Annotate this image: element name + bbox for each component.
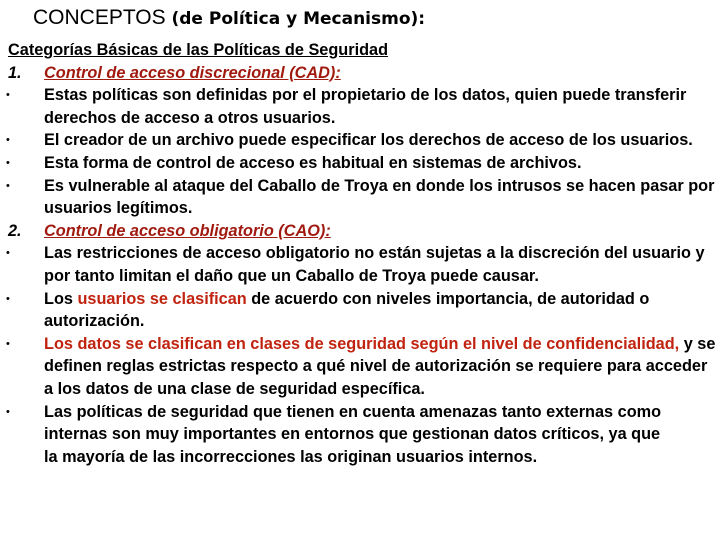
bullet-icon: • — [6, 134, 10, 147]
bullet-text-post: de acuerdo con niveles importancia, de autoridad o autorización. — [44, 289, 650, 331]
list-item — [8, 401, 720, 469]
bullet-text — [44, 290, 649, 331]
bullet-text-line: Las políticas de seguridad que tienen en cuenta amenazas tanto externas como — [44, 402, 662, 421]
highlight-text: usuarios se clasifican — [77, 289, 247, 308]
bullet-icon: • — [6, 405, 10, 418]
section-1-title-row — [8, 62, 720, 85]
list-item — [8, 288, 720, 333]
bullet-text-post: y se definen reglas estrictas respecto a qué nivel de autorización se requiere para acceder a los datos de una clase de seguridad específica. — [44, 334, 716, 398]
bullet-icon: • — [6, 337, 10, 350]
list-item — [8, 129, 720, 152]
title-main: CONCEPTOS — [33, 6, 166, 29]
bullet-text-line: la mayoría de las incorrecciones las originan usuarios internos. — [44, 447, 538, 466]
section-1-number: 1. — [8, 63, 22, 82]
section-heading: Categorías Básicas de las Políticas de Seguridad — [8, 41, 389, 59]
list-item — [8, 175, 720, 220]
bullet-text: Las restricciones de acceso obligatorio no están sujetas a la discreción del usuario y por tanto limitan el daño que un Caballo de Troya puede causar. — [44, 244, 705, 285]
bullet-icon: • — [6, 179, 10, 192]
bullet-text — [44, 335, 715, 398]
section-2-title-row — [8, 220, 720, 243]
list-item — [8, 152, 720, 175]
section-2-title: Control de acceso obligatorio (CAO): — [44, 221, 331, 240]
list-item — [8, 84, 720, 129]
bullet-icon: • — [6, 292, 10, 305]
bullet-text-line: internas son muy importantes en entornos que gestionan datos críticos, ya que — [44, 425, 661, 444]
bullet-text: El creador de un archivo puede especificar los derechos de acceso de los usuarios. — [44, 131, 693, 150]
title-sub: (de Política y Mecanismo): — [171, 9, 426, 29]
bullet-text: Es vulnerable al ataque del Caballo de Troya en donde los intrusos se hacen pasar por usuarios legítimos. — [44, 176, 715, 218]
bullet-icon: • — [6, 89, 10, 102]
bullet-text-pre: Los — [44, 289, 78, 308]
bullet-text: Estas políticas son definidas por el propietario de los datos, quien puede transferir derechos de acceso a otros usuarios. — [44, 86, 687, 127]
list-item — [8, 333, 720, 401]
bullet-icon: • — [6, 247, 10, 260]
content-body — [8, 39, 720, 468]
section-2-number: 2. — [8, 221, 22, 240]
highlight-text: Los datos se clasifican en clases de seguridad según el nivel de confidencialidad, — [44, 334, 680, 353]
page-title — [33, 4, 425, 33]
bullet-icon: • — [6, 156, 10, 169]
list-item — [8, 242, 720, 287]
section-1-title: Control de acceso discrecional (CAD): — [44, 63, 341, 82]
bullet-text: Esta forma de control de acceso es habitual en sistemas de archivos. — [44, 153, 582, 172]
